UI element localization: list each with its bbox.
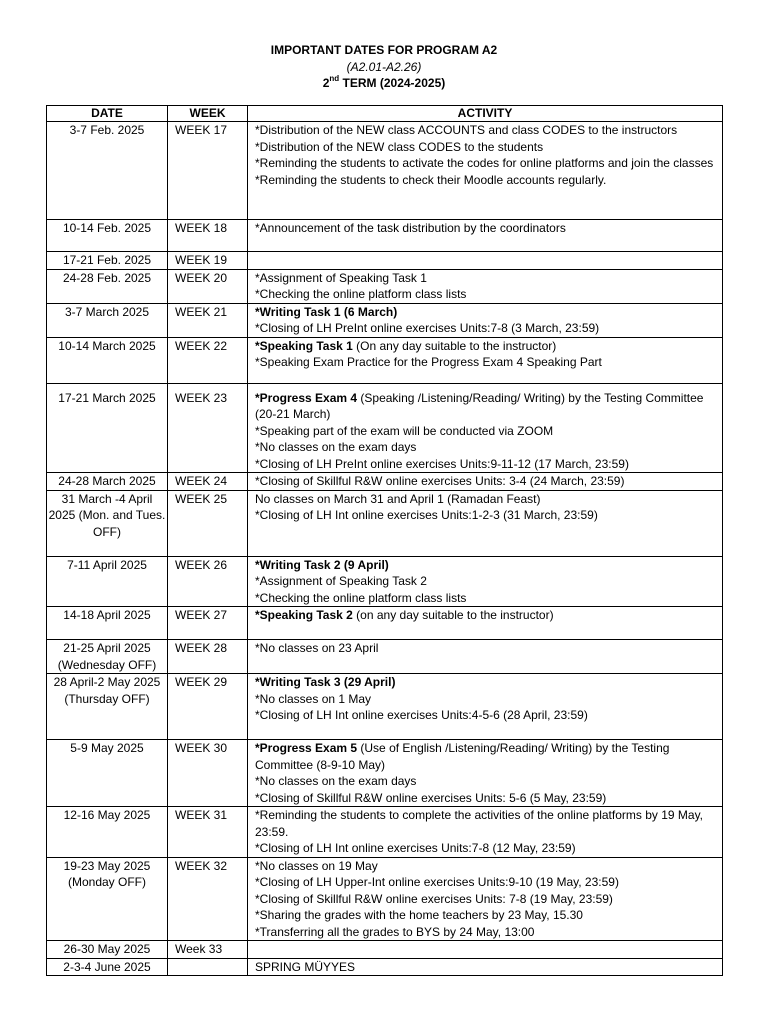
activity-text: *Checking the online platform class lists	[255, 287, 467, 301]
row-week: WEEK 25	[168, 490, 248, 556]
row-activity	[248, 607, 723, 640]
row-date: 7-11 April 2025	[47, 556, 168, 607]
activity-line	[255, 286, 718, 303]
activity-text: *Reminding the students to check their Moodle accounts regularly.	[255, 172, 607, 187]
row-activity	[248, 857, 723, 941]
activity-text: *Closing of LH Int online exercises Units:1-2-3 (31 March, 23:59)	[255, 508, 598, 522]
activity-highlight: *Speaking Task 2	[255, 608, 353, 622]
activity-text: No classes on March 31 and April 1 (Ramadan Feast)	[255, 491, 541, 506]
row-activity	[248, 490, 723, 556]
activity-line	[255, 390, 718, 423]
table-row	[47, 640, 723, 674]
activity-line	[255, 354, 718, 371]
activity-text: *No classes on the exam days	[255, 774, 417, 788]
activity-highlight: *Writing Task 2 (9 April)	[255, 557, 389, 572]
activity-line	[255, 607, 718, 624]
activity-text: *No classes on the exam days	[255, 440, 417, 454]
activity-text: SPRING MÜYYES	[255, 959, 356, 974]
activity-line	[255, 270, 718, 287]
table-row	[47, 857, 723, 941]
column-header-date: DATE	[47, 106, 168, 122]
activity-highlight: *Speaking Task 1	[255, 338, 353, 353]
activity-text: *Checking the online platform class lists	[255, 590, 467, 605]
activity-text: *Distribution of the NEW class CODES to the students	[255, 139, 544, 154]
table-header-row	[47, 106, 723, 122]
row-week: WEEK 18	[168, 220, 248, 252]
row-week: WEEK 20	[168, 269, 248, 303]
row-activity	[248, 674, 723, 740]
table-row	[47, 958, 723, 976]
row-activity	[248, 740, 723, 807]
activity-line	[255, 858, 718, 875]
activity-highlight: *Progress Exam 4	[255, 390, 358, 405]
activity-line	[255, 155, 718, 172]
row-date: 14-18 April 2025	[47, 607, 168, 640]
row-week: WEEK 32	[168, 857, 248, 941]
activity-text: *Speaking part of the exam will be conducted via ZOOM	[255, 423, 554, 438]
activity-highlight: *Progress Exam 5	[255, 741, 358, 755]
row-activity	[248, 473, 723, 491]
activity-line	[255, 320, 718, 337]
activity-line	[255, 640, 718, 657]
activity-line	[255, 122, 718, 139]
row-date: 31 March -4 April 2025 (Mon. and Tues. OFF)	[47, 490, 168, 556]
activity-text: (Use of English /Listening/Reading/ Writing) by the Testing Committee (8-9-10 May)	[255, 741, 670, 772]
row-date: 17-21 Feb. 2025	[47, 252, 168, 270]
activity-text: *Closing of LH Int online exercises Units:7-8 (12 May, 23:59)	[255, 841, 576, 855]
table-row	[47, 556, 723, 607]
row-week: WEEK 31	[168, 807, 248, 858]
activity-line	[255, 473, 718, 490]
row-week: WEEK 26	[168, 556, 248, 607]
row-week: WEEK 23	[168, 383, 248, 473]
table-row	[47, 383, 723, 473]
row-week: WEEK 19	[168, 252, 248, 270]
row-activity	[248, 807, 723, 858]
schedule-table	[46, 105, 723, 976]
table-row	[47, 941, 723, 959]
activity-line	[255, 590, 718, 607]
activity-highlight: *Writing Task 3 (29 April)	[255, 675, 396, 689]
row-date: 3-7 Feb. 2025	[47, 122, 168, 220]
row-week: WEEK 22	[168, 337, 248, 383]
activity-text: *Assignment of Speaking Task 2	[255, 574, 427, 588]
row-activity	[248, 640, 723, 674]
table-row	[47, 122, 723, 220]
row-date: 2-3-4 June 2025	[47, 958, 168, 976]
table-row	[47, 220, 723, 252]
activity-text: *Closing of LH Upper-Int online exercises Units:9-10 (19 May, 23:59)	[255, 875, 619, 889]
term-suffix: nd	[329, 74, 340, 83]
activity-highlight: *Writing Task 1 (6 March)	[255, 304, 398, 319]
activity-line	[255, 491, 718, 508]
column-header-week: WEEK	[168, 106, 248, 122]
table-row	[47, 740, 723, 807]
table-row	[47, 337, 723, 383]
row-week: WEEK 21	[168, 303, 248, 337]
row-activity	[248, 556, 723, 607]
activity-line	[255, 172, 718, 189]
activity-text: *Speaking Exam Practice for the Progress Exam 4 Speaking Part	[255, 355, 602, 369]
activity-line	[255, 423, 718, 440]
row-week: WEEK 17	[168, 122, 248, 220]
activity-text: *Closing of Skillful R&W online exercises Units: 3-4 (24 March, 23:59)	[255, 474, 625, 488]
activity-text: *Reminding the students to activate the codes for online platforms and join the classes	[255, 156, 714, 170]
activity-text: *Sharing the grades with the home teachers by 23 May, 15.30	[255, 908, 583, 922]
activity-line	[255, 840, 718, 857]
term-ordinal: 2	[322, 76, 330, 90]
activity-text: *Closing of LH PreInt online exercises Units:7-8 (3 March, 23:59)	[255, 321, 600, 335]
activity-line	[255, 707, 718, 724]
table-row	[47, 490, 723, 556]
table-row	[47, 303, 723, 337]
activity-line	[255, 456, 718, 473]
row-date: 10-14 Feb. 2025	[47, 220, 168, 252]
activity-line	[255, 139, 718, 156]
page-title: IMPORTANT DATES FOR PROGRAM A2	[270, 43, 498, 57]
row-activity	[248, 303, 723, 337]
row-date: 24-28 March 2025	[47, 473, 168, 491]
row-date: 24-28 Feb. 2025	[47, 269, 168, 303]
activity-text: *No classes on 23 April	[255, 641, 379, 655]
row-date: 10-14 March 2025	[47, 337, 168, 383]
activity-line	[255, 773, 718, 790]
program-range: (A2.01-A2.26)	[346, 59, 422, 74]
activity-line	[255, 507, 718, 524]
row-activity	[248, 220, 723, 252]
activity-text: *Closing of LH Int online exercises Units:4-5-6 (28 April, 23:59)	[255, 708, 588, 722]
row-week: WEEK 28	[168, 640, 248, 674]
row-activity	[248, 269, 723, 303]
table-row	[47, 674, 723, 740]
row-date: 12-16 May 2025	[47, 807, 168, 858]
row-week: WEEK 29	[168, 674, 248, 740]
activity-text: *Distribution of the NEW class ACCOUNTS and class CODES to the instructors	[255, 123, 678, 137]
activity-text: *Closing of Skillful R&W online exercises Units: 7-8 (19 May, 23:59)	[255, 891, 613, 906]
activity-line	[255, 907, 718, 924]
row-activity	[248, 122, 723, 220]
activity-text: *Closing of LH PreInt online exercises Units:9-11-12 (17 March, 23:59)	[255, 456, 629, 471]
activity-text: *Closing of Skillful R&W online exercises Units: 5-6 (5 May, 23:59)	[255, 790, 607, 805]
activity-text: (On any day suitable to the instructor)	[352, 338, 557, 353]
activity-line	[255, 220, 718, 237]
row-activity	[248, 252, 723, 270]
activity-line	[255, 557, 718, 574]
row-week: WEEK 24	[168, 473, 248, 491]
activity-line	[255, 924, 718, 941]
activity-line	[255, 691, 718, 708]
activity-text: *Assignment of Speaking Task 1	[255, 270, 427, 285]
row-date: 3-7 March 2025	[47, 303, 168, 337]
document-header	[0, 42, 768, 92]
row-week: Week 33	[168, 941, 248, 959]
activity-line	[255, 573, 718, 590]
row-week: WEEK 27	[168, 607, 248, 640]
activity-text: (Speaking /Listening/Reading/ Writing) by the Testing Committee (20-21 March)	[255, 390, 704, 421]
activity-line	[255, 874, 718, 891]
activity-line	[255, 304, 718, 321]
term-heading	[0, 75, 768, 92]
activity-text: (on any day suitable to the instructor)	[352, 608, 554, 622]
row-date: 5-9 May 2025	[47, 740, 168, 807]
activity-text: *No classes on 1 May	[255, 691, 372, 706]
activity-line	[255, 807, 718, 840]
row-date: 17-21 March 2025	[47, 383, 168, 473]
row-date: 28 April-2 May 2025 (Thursday OFF)	[47, 674, 168, 740]
activity-line	[255, 439, 718, 456]
row-activity	[248, 383, 723, 473]
activity-text: *Transferring all the grades to BYS by 24 May, 13:00	[255, 924, 535, 939]
row-activity	[248, 337, 723, 383]
table-row	[47, 269, 723, 303]
column-header-activity: ACTIVITY	[248, 106, 723, 122]
activity-line	[255, 740, 718, 773]
row-week: WEEK 30	[168, 740, 248, 807]
activity-line	[255, 790, 718, 807]
activity-line	[255, 674, 718, 691]
row-activity	[248, 941, 723, 959]
row-activity	[248, 958, 723, 976]
table-row	[47, 607, 723, 640]
table-row	[47, 252, 723, 270]
term-text: TERM (2024-2025)	[339, 76, 446, 90]
row-date: 19-23 May 2025 (Monday OFF)	[47, 857, 168, 941]
row-date: 21-25 April 2025 (Wednesday OFF)	[47, 640, 168, 674]
row-week	[168, 958, 248, 976]
row-date: 26-30 May 2025	[47, 941, 168, 959]
activity-text: *No classes on 19 May	[255, 858, 378, 873]
table-row	[47, 807, 723, 858]
table-row	[47, 473, 723, 491]
activity-line	[255, 338, 718, 355]
activity-line	[255, 891, 718, 908]
activity-line	[255, 959, 718, 976]
activity-text: *Reminding the students to complete the activities of the online platforms by 19 May, 23:59.	[255, 808, 704, 839]
activity-text: *Announcement of the task distribution by the coordinators	[255, 221, 566, 235]
